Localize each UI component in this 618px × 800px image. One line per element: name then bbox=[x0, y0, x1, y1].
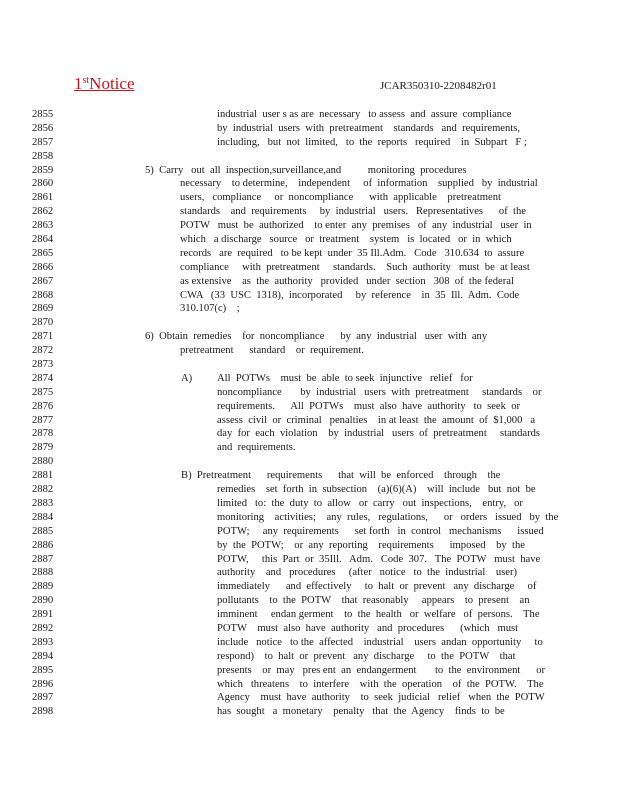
line-text: noncompliance by industrial users with pretreatment standards or bbox=[217, 386, 542, 398]
line-text: standards and requirements by industrial users. Representatives of the bbox=[180, 206, 526, 218]
document-line bbox=[0, 608, 618, 622]
document-code: JCAR350310-2208482r01 bbox=[380, 80, 497, 92]
line-text: 5) Carry out all inspection,surveillance,and monitoring procedures bbox=[145, 164, 467, 176]
line-text: by industrial users with pretreatment standards and requirements, bbox=[217, 122, 521, 134]
document-line bbox=[0, 372, 618, 386]
line-number: 2864 bbox=[32, 234, 54, 246]
line-text: POTW, this Part or 35Ill. Adm. Code 307. The POTW must have bbox=[217, 553, 541, 565]
document-line bbox=[0, 400, 618, 414]
document-line bbox=[0, 525, 618, 539]
line-number: 2860 bbox=[32, 178, 54, 190]
line-text: authority and procedures (after notice to the industrial user) bbox=[217, 567, 518, 579]
document-line bbox=[0, 219, 618, 233]
document-line bbox=[0, 261, 618, 275]
document-line bbox=[0, 469, 618, 483]
notice-word: Notice bbox=[89, 74, 135, 93]
document-line bbox=[0, 580, 618, 594]
line-number: 2881 bbox=[32, 470, 54, 482]
line-text: pollutants to the POTW that reasonably appears to present an bbox=[217, 595, 530, 607]
line-number: 2869 bbox=[32, 303, 54, 315]
line-number: 2857 bbox=[32, 136, 54, 148]
line-number: 2877 bbox=[32, 414, 54, 426]
document-line bbox=[0, 539, 618, 553]
document-line bbox=[0, 108, 618, 122]
line-number: 2862 bbox=[32, 206, 54, 218]
line-number: 2880 bbox=[32, 456, 54, 468]
line-text: 310.107(c) ; bbox=[180, 303, 240, 315]
notice-heading bbox=[74, 74, 135, 94]
document-line bbox=[0, 177, 618, 191]
line-number: 2888 bbox=[32, 567, 54, 579]
line-number: 2875 bbox=[32, 386, 54, 398]
line-text: Agency must have authority to seek judicial relief when the POTW bbox=[217, 692, 545, 704]
line-number: 2856 bbox=[32, 122, 54, 134]
document-line bbox=[0, 455, 618, 469]
document-line bbox=[0, 233, 618, 247]
line-text: presents or may pres ent an endangerment to the environment or bbox=[217, 664, 546, 676]
line-number: 2878 bbox=[32, 428, 54, 440]
line-number: 2894 bbox=[32, 650, 54, 662]
line-number: 2887 bbox=[32, 553, 54, 565]
line-text: compliance with pretreatment standards. Such authority must be at least bbox=[180, 261, 530, 273]
line-number: 2855 bbox=[32, 109, 54, 120]
line-number: 2871 bbox=[32, 331, 54, 343]
line-text: by the POTW; or any reporting requirements imposed by the bbox=[217, 539, 525, 551]
document-line bbox=[0, 302, 618, 316]
line-number: 2883 bbox=[32, 497, 54, 509]
line-number: 2872 bbox=[32, 345, 54, 357]
line-text: has sought a monetary penalty that the Agency finds to be bbox=[217, 706, 505, 718]
line-number: 2891 bbox=[32, 609, 54, 621]
line-number: 2873 bbox=[32, 359, 54, 371]
document-line bbox=[0, 247, 618, 261]
notice-superscript: st bbox=[82, 75, 90, 86]
line-text: which a discharge source or treatment system is located or in which bbox=[180, 234, 512, 246]
document-line bbox=[0, 691, 618, 705]
line-text: users, compliance or noncompliance with applicable pretreatment bbox=[180, 192, 501, 204]
line-number: 2897 bbox=[32, 692, 54, 704]
line-number: 2893 bbox=[32, 636, 54, 648]
line-number: 2876 bbox=[32, 400, 54, 412]
document-body bbox=[0, 108, 618, 719]
line-text: pretreatment standard or requirement. bbox=[180, 345, 364, 357]
line-text: respond) to halt or prevent any discharge to the POTW that bbox=[217, 650, 516, 662]
document-line bbox=[0, 678, 618, 692]
document-line bbox=[0, 427, 618, 441]
document-line bbox=[0, 441, 618, 455]
line-number: 2882 bbox=[32, 484, 54, 496]
document-line bbox=[0, 164, 618, 178]
line-number: 2870 bbox=[32, 317, 54, 329]
line-text: POTW must also have authority and procedures (which must bbox=[217, 622, 519, 634]
document-line bbox=[0, 650, 618, 664]
document-line bbox=[0, 414, 618, 428]
document-line bbox=[0, 316, 618, 330]
document-line bbox=[0, 594, 618, 608]
line-text: as extensive as the authority provided under section 308 of the federal bbox=[180, 275, 514, 287]
line-number: 2890 bbox=[32, 595, 54, 607]
line-text: assess civil or criminal penalties in at least the amount of $1,000 a bbox=[217, 414, 536, 426]
document-line bbox=[0, 636, 618, 650]
line-number: 2868 bbox=[32, 289, 54, 301]
document-line bbox=[0, 664, 618, 678]
document-line bbox=[0, 511, 618, 525]
document-line bbox=[0, 553, 618, 567]
line-number: 2895 bbox=[32, 664, 54, 676]
document-line bbox=[0, 330, 618, 344]
line-number: 2889 bbox=[32, 581, 54, 593]
line-text: POTW must be authorized to enter any premises of any industrial user in bbox=[180, 220, 532, 232]
document-line bbox=[0, 705, 618, 719]
line-text: which threatens to interfere with the operation of the POTW. The bbox=[217, 678, 544, 690]
document-line bbox=[0, 497, 618, 511]
line-text: 6) Obtain remedies for noncompliance by any industrial user with any bbox=[145, 331, 488, 343]
line-number: 2884 bbox=[32, 511, 54, 523]
line-text: imminent endan germent to the health or welfare of persons. The bbox=[217, 609, 540, 621]
line-text: requirements. All POTWs must also have authority to seek or bbox=[217, 400, 521, 412]
line-number: 2863 bbox=[32, 220, 54, 232]
item-label: A) bbox=[181, 372, 193, 384]
line-text: necessary to determine, independent of information supplied by industrial bbox=[180, 178, 538, 190]
document-line bbox=[0, 191, 618, 205]
line-text: remedies set forth in subsection (a)(6)(A) will include but not be bbox=[217, 484, 536, 496]
document-line bbox=[0, 358, 618, 372]
line-text: including, but not limited, to the reports required in Subpart F ; bbox=[217, 136, 527, 148]
line-text: industrial user s as are necessary to assess and assure compliance bbox=[217, 109, 512, 120]
line-number: 2879 bbox=[32, 442, 54, 454]
line-text: B) Pretreatment requirements that will be enforced through the bbox=[181, 470, 501, 482]
line-number: 2896 bbox=[32, 678, 54, 690]
line-number: 2859 bbox=[32, 164, 54, 176]
line-number: 2865 bbox=[32, 247, 54, 259]
document-line bbox=[0, 205, 618, 219]
line-text: CWA (33 USC 1318), incorporated by reference in 35 Ill. Adm. Code bbox=[180, 289, 520, 301]
document-line bbox=[0, 122, 618, 136]
document-line bbox=[0, 483, 618, 497]
line-text: day for each violation by industrial users of pretreatment standards bbox=[217, 428, 541, 440]
line-number: 2861 bbox=[32, 192, 54, 204]
document-line bbox=[0, 289, 618, 303]
document-line bbox=[0, 622, 618, 636]
line-text: monitoring activities; any rules, regulations, or orders issued by the bbox=[217, 511, 559, 523]
line-text: POTW; any requirements set forth in control mechanisms issued bbox=[217, 525, 544, 537]
line-number: 2866 bbox=[32, 261, 54, 273]
line-number: 2885 bbox=[32, 525, 54, 537]
line-number: 2886 bbox=[32, 539, 54, 551]
line-number: 2898 bbox=[32, 706, 54, 718]
line-number: 2892 bbox=[32, 622, 54, 634]
line-text: immediately and effectively to halt or prevent any discharge of bbox=[217, 581, 537, 593]
document-line bbox=[0, 150, 618, 164]
line-text: All POTWs must be able to seek injunctive relief for bbox=[217, 372, 473, 384]
line-text: limited to: the duty to allow or carry out inspections, entry, or bbox=[217, 497, 523, 509]
line-number: 2867 bbox=[32, 275, 54, 287]
document-line bbox=[0, 386, 618, 400]
line-text: and requirements. bbox=[217, 442, 296, 454]
line-text: include notice to the affected industrial users andan opportunity to bbox=[217, 636, 543, 648]
document-line bbox=[0, 275, 618, 289]
line-number: 2858 bbox=[32, 150, 54, 162]
notice-prefix: 1 bbox=[74, 74, 83, 93]
document-line bbox=[0, 566, 618, 580]
document-line bbox=[0, 136, 618, 150]
document-line bbox=[0, 344, 618, 358]
line-text: records are required to be kept under 35 Ill.Adm. Code 310.634 to assure bbox=[180, 247, 525, 259]
line-number: 2874 bbox=[32, 372, 54, 384]
